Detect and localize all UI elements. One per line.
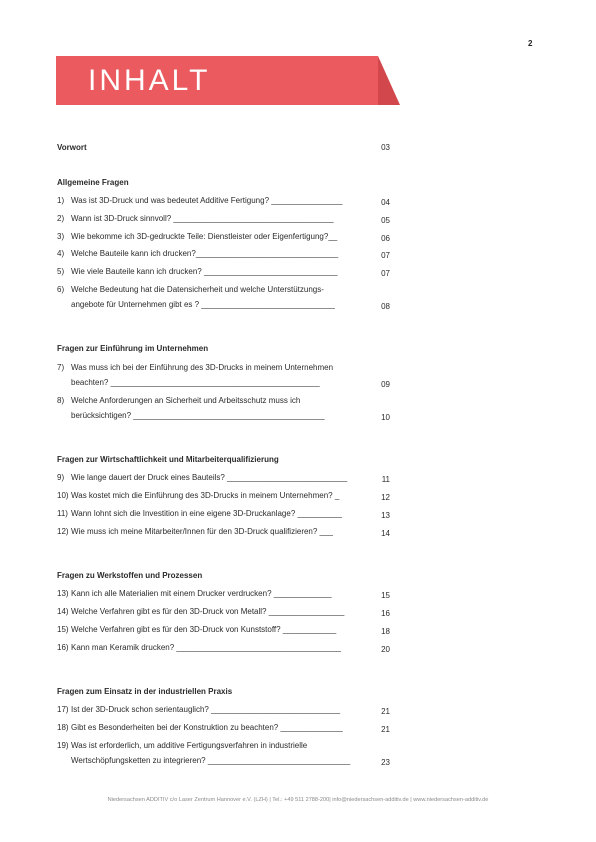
toc-entry-number: 1) [57,196,65,205]
toc-section-heading: Fragen zu Werkstoffen und Prozessen [57,570,203,580]
toc-entry-title: Gibt es Besonderheiten bei der Konstruktion zu beachten? ______________ [71,723,343,732]
toc-entry-page: 08 [381,302,390,312]
toc-entry-number: 13) [57,589,69,599]
toc-entry-title: Wann ist 3D-Druck sinnvoll? ____________________________________ [71,213,334,223]
toc-entry [57,285,390,315]
toc-entry [57,705,390,720]
toc-entry-title: Welche Verfahren gibt es für den 3D-Druck von Metall? _________________ [71,607,345,617]
toc-entry [57,509,390,524]
toc-entry-page: 09 [381,379,390,389]
toc-entry-number: 15) [57,624,69,634]
toc-entry [57,214,390,229]
toc-entry [57,249,390,264]
toc-entry [57,396,390,426]
toc-entry-title: Ist der 3D-Druck schon serientauglich? _____________________________ [71,705,341,715]
toc-entry [57,607,390,622]
toc-preface-page: 03 [381,143,390,152]
toc-entry-title: Welche Bauteile kann ich drucken?________________________________ [71,249,339,259]
toc-entry-page: 15 [381,591,390,601]
toc-entry-title: beachten? _______________________________________________ [71,377,320,387]
toc-section-heading: Allgemeine Fragen [57,177,129,187]
toc-entry-title: Welche Anforderungen an Sicherheit und Arbeitsschutz muss ich [71,395,301,405]
toc-entry-title: Was ist 3D-Druck und was bedeutet Additive Fertigung? ________________ [71,196,343,205]
toc-entry-page: 10 [381,412,390,422]
toc-entry-title: Kann man Keramik drucken? _____________________________________ [71,642,342,652]
toc-entry-number: 14) [57,607,69,617]
toc-entry-number: 8) [57,395,65,405]
toc-entry [57,625,390,640]
toc-entry-page: 14 [381,528,390,538]
toc-entry-page: 11 [381,475,390,485]
toc-entry [57,232,390,247]
toc-entry-title: Wie viele Bauteile kann ich drucken? ______________________________ [71,267,338,277]
toc-entry-page: 20 [381,644,390,654]
page-title: INHALT [88,64,211,97]
toc-entry-page: 23 [381,757,390,767]
toc-entry-number: 17) [57,705,69,715]
toc-entry [57,196,390,211]
toc-entry [57,643,390,658]
toc-entry [57,723,390,738]
toc-entry [57,491,390,506]
toc-entry-number: 2) [57,213,65,223]
toc-entry-page: 05 [381,215,390,225]
toc-entry-title: Wie muss ich meine Mitarbeiter/Innen für den 3D-Druck qualifizieren? ___ [71,526,333,536]
toc-entry [57,527,390,542]
toc-entry-title: Wie lange dauert der Druck eines Bauteils? ___________________________ [71,473,348,483]
toc-entry-page: 06 [381,233,390,243]
toc-section-heading: Fragen zur Wirtschaftlichkeit und Mitarbeiterqualifizierung [57,454,279,464]
toc-entry-title: berücksichtigen? ___________________________________________ [71,410,325,420]
toc-entry-number: 19) [57,740,69,750]
toc-entry-number: 9) [57,473,65,483]
toc-section-heading: Fragen zur Einführung im Unternehmen [57,344,209,354]
toc-entry-title: Welche Bedeutung hat die Datensicherheit und welche Unterstützungs- [71,285,324,294]
toc-entry-title: Was muss ich bei der Einführung des 3D-Drucks in meinem Unternehmen [71,362,334,372]
toc-entry-title: Was kostet mich die Einführung des 3D-Drucks in meinem Unternehmen? _ [71,491,340,501]
toc-entry-number: 3) [57,231,65,241]
toc-entry-page: 21 [381,707,390,717]
toc-section-heading: Fragen zum Einsatz in der industriellen Praxis [57,686,233,696]
toc-entry-number: 10) [57,491,69,501]
toc-entry [57,363,390,393]
toc-preface-label: Vorwort [57,143,87,152]
toc-entry-title: Wertschöpfungsketten zu integrieren? ________________________________ [71,755,351,765]
toc-entry-number: 18) [57,723,69,732]
toc-entry-number: 4) [57,249,65,259]
toc-entry [57,267,390,282]
toc-entry-title: Welche Verfahren gibt es für den 3D-Druck von Kunststoff? ____________ [71,624,337,634]
toc-entry-page: 18 [381,626,390,636]
toc-entry-number: 5) [57,267,65,277]
toc-entry-page: 04 [381,198,390,207]
toc-entry-page: 07 [381,269,390,279]
banner-fold [378,56,400,105]
toc-entry-title: Kann ich alle Materialien mit einem Drucker verdrucken? _____________ [71,589,332,599]
toc-entry-number: 11) [57,509,68,518]
toc-entry-number: 6) [57,285,65,294]
toc-entry-title: Wann lohnt sich die Investition in eine eigene 3D-Druckanlage? __________ [71,509,342,518]
toc-entry-number: 7) [57,362,65,372]
toc-entry-page: 07 [381,251,390,261]
toc-entry-page: 16 [381,609,390,619]
toc-entry [57,589,390,604]
contents-banner [56,56,378,105]
toc-entry [57,741,390,771]
page-number: 2 [528,39,533,48]
toc-entry-title: angebote für Unternehmen gibt es ? ______________________________ [71,300,335,310]
toc-entry-page: 13 [381,511,390,520]
toc-entry-title: Wie bekomme ich 3D-gedruckte Teile: Dienstleister oder Eigenfertigung?__ [71,231,338,241]
toc-entry-title: Was ist erforderlich, um additive Fertigungsverfahren in industrielle [71,740,308,750]
toc-entry-page: 12 [381,493,390,503]
toc-entry-number: 12) [57,526,69,536]
toc-entry-number: 16) [57,642,69,652]
toc-entry [57,473,390,488]
footer: Niedersachsen ADDITIV c/o Laser Zentrum Hannover e.V. (LZH) | Tel.: +49 511 2788-200| info@niedersachsen-additiv.de | www.niedersachsen-additiv.de [107,797,489,803]
toc-entry-page: 21 [381,725,390,734]
